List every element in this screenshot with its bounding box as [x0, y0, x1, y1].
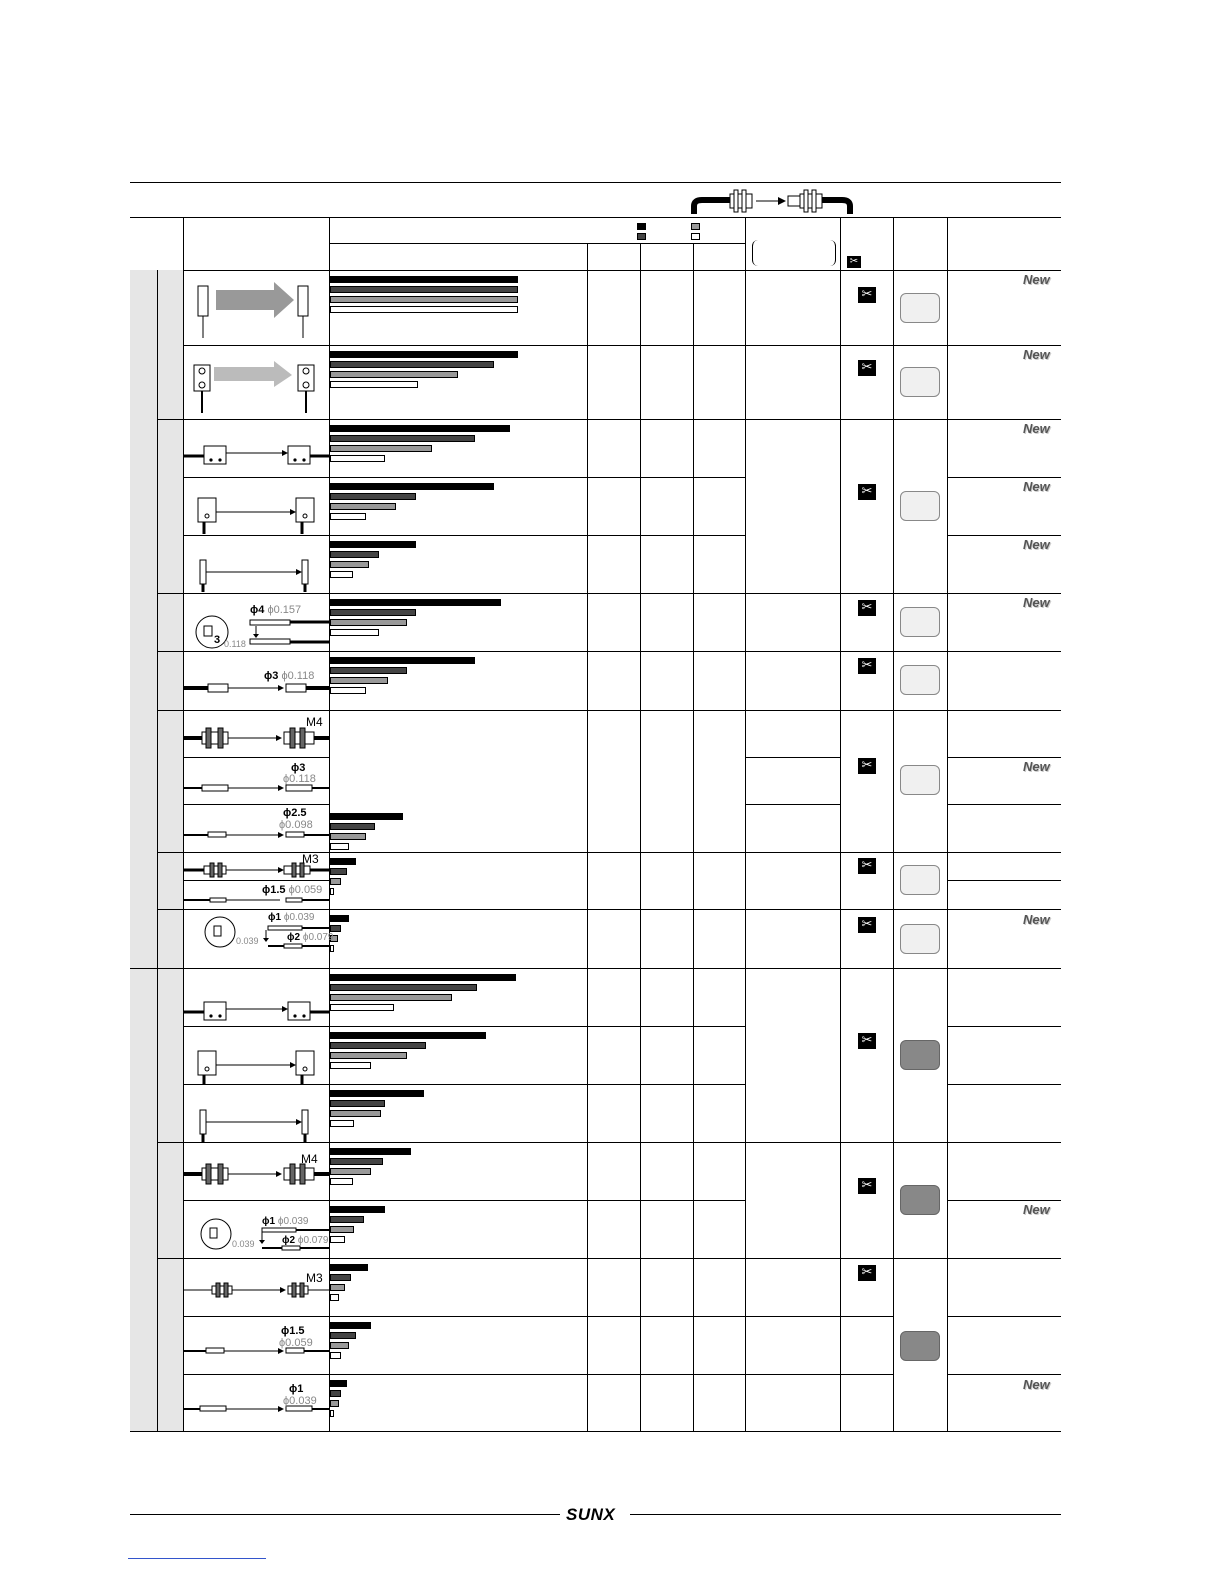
row-separator: [947, 477, 1061, 478]
sunx-logo: SUNX: [566, 1505, 616, 1524]
row-separator: [947, 1374, 1061, 1375]
range-bar: [330, 1148, 411, 1155]
new-badge: New: [1023, 347, 1050, 362]
scissors-icon: ✂: [847, 256, 861, 268]
row-separator: [947, 1316, 1061, 1317]
range-bar: [330, 351, 518, 358]
row-separator: [947, 880, 1061, 881]
range-bar: [330, 974, 516, 981]
category-col-a: [130, 270, 157, 1432]
row-separator: [183, 345, 1061, 346]
threaded-sensor-illustration: [184, 726, 329, 750]
row-separator: [947, 1026, 1061, 1027]
range-bar: [330, 945, 334, 952]
range-bar: [330, 306, 518, 313]
new-badge: New: [1023, 537, 1050, 552]
dim-label: ϕ3 ϕ0.118: [264, 670, 315, 682]
scissors-icon: ✂: [858, 858, 876, 874]
row-separator: [947, 1200, 1061, 1201]
dim-label: ϕ0.039: [283, 1395, 317, 1407]
dim-label: M4: [306, 715, 323, 729]
range-bar: [330, 629, 379, 636]
range-bar: [330, 1342, 349, 1349]
scissors-icon: ✂: [858, 600, 876, 616]
range-bar: [330, 619, 407, 626]
sensor-pair-illustration: [190, 1045, 320, 1085]
range-bar: [330, 483, 494, 490]
dim-label: ϕ4 ϕ0.157: [250, 604, 302, 616]
new-badge: New: [1023, 595, 1050, 610]
row-separator: [183, 804, 329, 805]
range-bar: [330, 1380, 347, 1387]
dim-label: ϕ0.059: [279, 1337, 313, 1349]
dim-label: ϕ1: [289, 1383, 304, 1395]
model-pill: [900, 491, 940, 521]
legend-black: [637, 223, 646, 230]
range-bar: [330, 677, 388, 684]
new-badge: New: [1023, 759, 1050, 774]
model-pill: [900, 765, 940, 795]
new-badge: New: [1023, 421, 1050, 436]
scissors-icon: ✂: [858, 1033, 876, 1049]
scissors-icon: ✂: [858, 758, 876, 774]
sensor-pair-illustration: [190, 492, 320, 534]
row-separator: [183, 477, 745, 478]
range-bar: [330, 1226, 354, 1233]
range-bar: [330, 925, 341, 932]
range-bar: [330, 1322, 371, 1329]
range-bar: [330, 445, 432, 452]
scissors-icon: ✂: [858, 484, 876, 500]
range-bar: [330, 1168, 371, 1175]
range-bar: [330, 609, 416, 616]
range-bar: [330, 381, 418, 388]
sleeve-sensor-illustration: [184, 830, 329, 840]
range-bar: [330, 833, 366, 840]
dim-label: ϕ1.5: [281, 1325, 305, 1337]
header-bracket: [752, 240, 836, 266]
row-separator: [157, 1142, 1061, 1143]
range-bar: [330, 493, 416, 500]
row-separator: [183, 880, 329, 881]
range-bar: [330, 1090, 424, 1097]
model-pill-dark: [900, 1185, 940, 1215]
range-bar: [330, 1410, 334, 1417]
range-bar: [330, 1332, 356, 1339]
row-separator: [157, 1258, 1061, 1259]
row-separator: [157, 419, 1061, 420]
row-separator: [157, 651, 1061, 652]
dim-label: M3: [306, 1271, 323, 1285]
range-bar: [330, 1120, 354, 1127]
scissors-icon: ✂: [858, 1178, 876, 1194]
range-bar: [330, 1110, 381, 1117]
dim-label: 0.039: [232, 1239, 255, 1249]
range-bar: [330, 994, 452, 1001]
connector-cable-icon: [690, 186, 860, 216]
row-separator: [183, 535, 745, 536]
row-separator: [183, 1200, 745, 1201]
dim-label: ϕ2 ϕ0.079: [282, 1235, 329, 1246]
row-separator: [157, 593, 1061, 594]
sensor-pair-illustration: [190, 1102, 320, 1142]
range-bar: [330, 286, 518, 293]
range-bar: [330, 1100, 385, 1107]
range-bar: [330, 1052, 407, 1059]
range-bar: [330, 1206, 385, 1213]
row-separator: [947, 804, 1061, 805]
footer-rule-right: [630, 1514, 1061, 1515]
range-bar: [330, 1264, 368, 1271]
range-bar: [330, 513, 366, 520]
range-bar: [330, 1042, 426, 1049]
row-separator: [947, 1084, 1061, 1085]
dim-label: ϕ2 ϕ0.079: [287, 932, 334, 943]
model-pill: [900, 665, 940, 695]
row-separator: [745, 757, 840, 758]
row-separator: [157, 852, 1061, 853]
footer-rule-left: [130, 1514, 560, 1515]
new-badge: New: [1023, 272, 1050, 287]
page-link-underline[interactable]: [128, 1558, 266, 1559]
range-bar: [330, 425, 510, 432]
range-bar: [330, 599, 501, 606]
range-bar: [330, 667, 407, 674]
dim-label: M4: [301, 1152, 318, 1166]
dim-label: ϕ1 ϕ0.039: [262, 1216, 309, 1227]
sensor-pair-illustration: [184, 680, 329, 700]
row-separator: [157, 909, 1061, 910]
scissors-icon: ✂: [858, 287, 876, 303]
range-bar: [330, 503, 396, 510]
dim-label: ϕ0.098: [279, 819, 313, 831]
range-bar: [330, 858, 356, 865]
model-pill: [900, 865, 940, 895]
range-bar: [330, 435, 475, 442]
range-bar: [330, 1284, 345, 1291]
row-separator: [130, 968, 1061, 969]
model-pill: [900, 293, 940, 323]
range-bar: [330, 657, 475, 664]
scissors-icon: ✂: [858, 360, 876, 376]
range-bar: [330, 371, 458, 378]
range-bar: [330, 878, 341, 885]
sensor-pair-illustration: [190, 355, 320, 417]
row-separator: [183, 1316, 893, 1317]
top-rule: [130, 182, 1061, 183]
dim-label: ϕ2.5: [283, 807, 307, 819]
sensor-pair-illustration: [190, 280, 320, 342]
scissors-icon: ✂: [858, 917, 876, 933]
dim-label: 0.039: [236, 936, 259, 946]
range-bar: [330, 1062, 371, 1069]
range-bar: [330, 1216, 364, 1223]
range-bar: [330, 687, 366, 694]
range-bar: [330, 455, 385, 462]
range-bar: [330, 1274, 351, 1281]
sleeve-sensor-illustration: [184, 896, 329, 904]
model-pill: [900, 367, 940, 397]
legend-dark: [637, 233, 646, 240]
model-pill: [900, 607, 940, 637]
range-bar: [330, 1400, 339, 1407]
range-bar: [330, 561, 369, 568]
row-separator: [183, 757, 329, 758]
dim-label: ϕ0.118: [283, 773, 316, 785]
legend-white: [691, 233, 700, 240]
row-separator: [947, 535, 1061, 536]
row-separator: [947, 757, 1061, 758]
range-bar: [330, 1178, 353, 1185]
range-bar: [330, 823, 375, 830]
dim-label: 3: [214, 634, 221, 646]
row-separator: [157, 710, 1061, 711]
new-badge: New: [1023, 1202, 1050, 1217]
legend-gray: [691, 223, 700, 230]
sensor-pair-illustration: [184, 996, 329, 1026]
range-bar: [330, 1158, 383, 1165]
range-bar: [330, 551, 379, 558]
range-bar: [330, 1032, 486, 1039]
range-bar: [330, 1236, 345, 1243]
range-bar: [330, 276, 518, 283]
range-bar: [330, 843, 349, 850]
range-bar: [330, 296, 518, 303]
range-bar: [330, 571, 353, 578]
row-separator: [183, 1374, 893, 1375]
range-bar: [330, 1004, 394, 1011]
range-bar: [330, 541, 416, 548]
range-bar: [330, 888, 334, 895]
new-badge: New: [1023, 1377, 1050, 1392]
dim-label: 0.118: [224, 639, 246, 649]
dim-label: M3: [302, 852, 319, 866]
range-bar: [330, 984, 477, 991]
model-pill: [900, 924, 940, 954]
scissors-icon: ✂: [858, 658, 876, 674]
new-badge: New: [1023, 912, 1050, 927]
range-bar: [330, 868, 347, 875]
range-bar: [330, 1352, 341, 1359]
range-bar: [330, 1390, 341, 1397]
new-badge: New: [1023, 479, 1050, 494]
range-bar: [330, 915, 349, 922]
dim-label: ϕ1 ϕ0.039: [268, 912, 315, 923]
scissors-icon: ✂: [858, 1265, 876, 1281]
model-pill-dark: [900, 1040, 940, 1070]
model-pill-dark: [900, 1331, 940, 1361]
range-bar: [330, 1294, 339, 1301]
sensor-pair-illustration: [184, 440, 329, 470]
dim-label: ϕ3: [291, 762, 306, 774]
dim-label: ϕ1.5 ϕ0.059: [262, 884, 323, 896]
sensor-pair-illustration: [190, 552, 320, 592]
range-bar: [330, 361, 494, 368]
range-bar: [330, 813, 403, 820]
row-separator: [183, 1026, 745, 1027]
row-separator: [745, 804, 840, 805]
